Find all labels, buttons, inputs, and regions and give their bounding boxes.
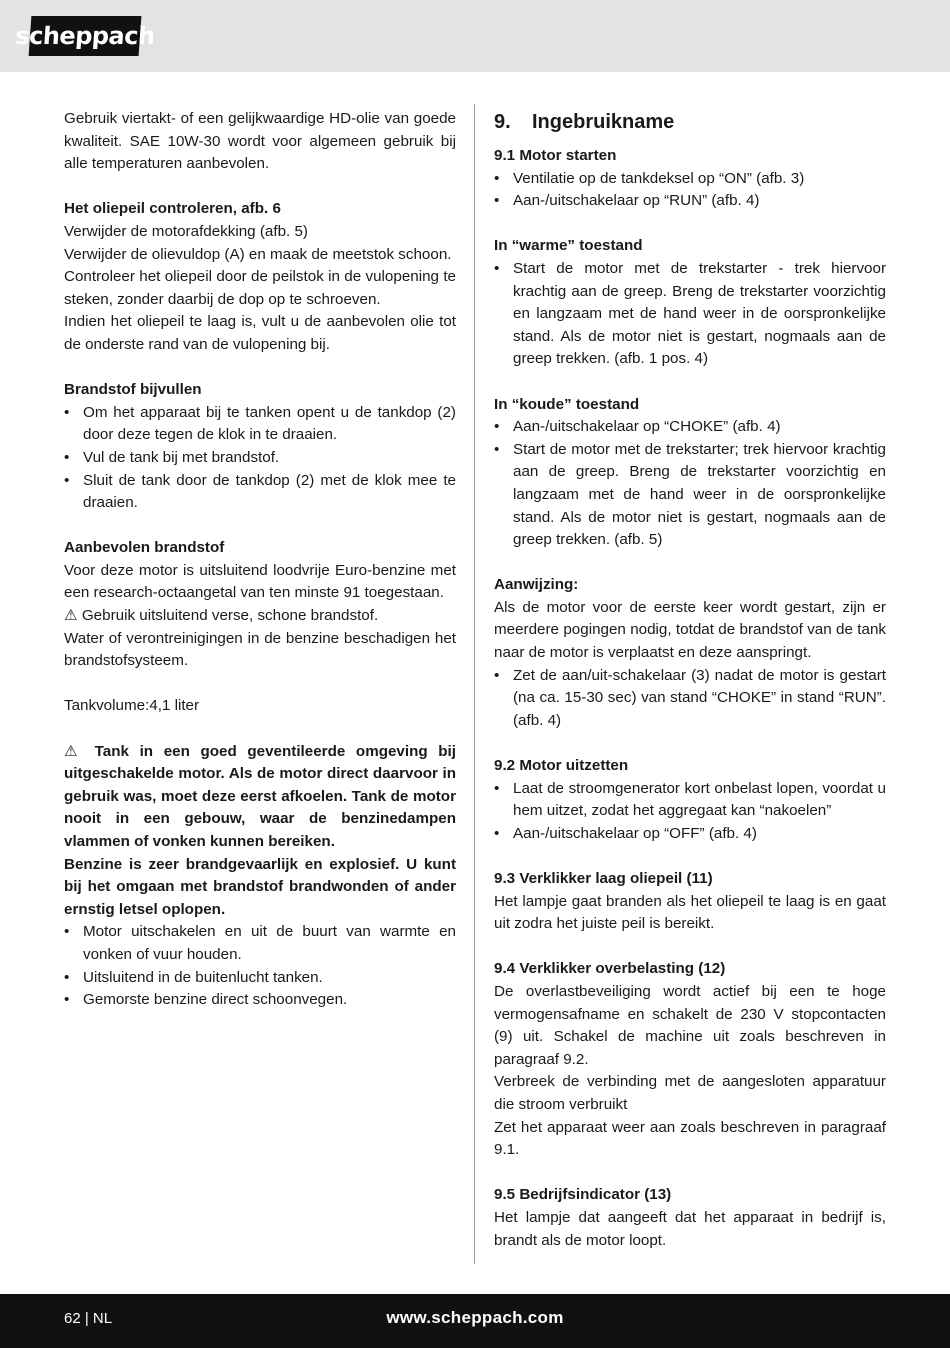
fresh-fuel-warning-text: Gebruik uitsluitend verse, schone brandstof. [81, 607, 379, 625]
list-item: • Aan-/uitschakelaar op “CHOKE” (afb. 4) [494, 416, 886, 439]
overload-paragraph-2: Verbreek de verbinding met de aangesloten apparatuur die stroom verbruikt [494, 1073, 886, 1113]
danger-list [64, 921, 456, 1011]
list-item: • Zet de aan/uit-schakelaar (3) nadat de motor is gestart (na ca. 15-30 sec) van stand “CHOKE” in stand “RUN”. (afb. 4) [494, 665, 886, 733]
warning-icon: ⚠ [64, 742, 85, 760]
start-engine-heading: 9.1 Motor starten [494, 147, 617, 164]
note-heading: Aanwijzing: [494, 576, 579, 594]
left-column [64, 108, 456, 1012]
list-item: • Uitsluitend in de buitenlucht tanken. [64, 967, 456, 990]
warm-list [494, 258, 886, 371]
page-footer [0, 1294, 950, 1348]
list-item: • Om het apparaat bij te tanken opent u de tankdop (2) door deze tegen de klok in te draaien. [64, 402, 456, 447]
website-url: www.scheppach.com [386, 1308, 564, 1327]
list-item: • Sluit de tank door de tankdop (2) met de klok mee te draaien. [64, 470, 456, 515]
refuel-danger-text: Tank in een goed geventileerde omgeving bij uitgeschakelde motor. Als de motor direct daarvoor in gebruik was, moet deze eerst afkoelen. Tank de motor nooit in een gebouw, waar de benzinedampen vlammen of vonken kunnen bereiken. [64, 742, 456, 850]
start-list [494, 168, 886, 213]
column-divider [474, 104, 475, 1264]
scheppach-logo: scheppach [29, 16, 142, 56]
stop-list [494, 778, 886, 846]
oil-indicator-paragraph: Het lampje gaat branden als het oliepeil te laag is en gaat uit zodra het juiste peil is bereikt. [494, 892, 886, 933]
list-item: • Start de motor met de trekstarter - trek hiervoor krachtig aan de greep. Breng de trekstarter voorzichtig en langzaam met de hand weer in de oorspronkelijke stand. Als de motor niet is gestart, nogmaals aan de greep trekken. (afb. 1 pos. 4) [494, 258, 886, 371]
section-title [494, 108, 886, 136]
operation-indicator-paragraph: Het lampje dat aangeeft dat het apparaat in bedrijf is, brandt als de motor loopt. [494, 1208, 886, 1249]
list-item: • Vul de tank bij met brandstof. [64, 447, 456, 470]
list-item: • Aan-/uitschakelaar op “RUN” (afb. 4) [494, 190, 886, 213]
oil-intro-paragraph: Gebruik viertakt- of een gelijkwaardige HD-olie van goede kwaliteit. SAE 10W-30 wordt voor algemeen gebruik bij alle temperaturen aanbevolen. [64, 110, 456, 173]
page-header [0, 0, 950, 72]
warm-state-heading: In “warme” toestand [494, 237, 643, 255]
tank-volume: Tankvolume:4,1 liter [64, 697, 200, 715]
refuel-heading: Brandstof bijvullen [64, 381, 202, 399]
cold-state-heading: In “koude” toestand [494, 395, 640, 413]
list-item: • Laat de stroomgenerator kort onbelast lopen, voordat u hem uitzet, zodat het aggregaat kan “nakoelen” [494, 778, 886, 823]
section-number: 9. [494, 111, 511, 133]
recommended-fuel-paragraph: Voor deze motor is uitsluitend loodvrije Euro-benzine met een research-octaangetal van ten minste 91 toegestaan. [64, 561, 456, 602]
fresh-fuel-warning [64, 605, 456, 628]
flammable-danger-paragraph: Benzine is zeer brandgevaarlijk en explosief. U kunt bij het omgaan met brandstof brandwonden of ander ernstig letsel oplopen. [64, 855, 456, 918]
oil-step-1: Verwijder de motorafdekking (afb. 5) [64, 222, 308, 240]
refuel-list [64, 402, 456, 515]
oil-step-2: Verwijder de olievuldop (A) en maak de meetstok schoon. [64, 245, 452, 263]
list-item: • Start de motor met de trekstarter; trek hiervoor krachtig aan de greep. Breng de trekstarter voorzichtig en langzaam met de hand weer in de oorspronkelijke stand. Als de motor niet is gestart, nogmaals aan de greep trekken. (afb. 5) [494, 439, 886, 552]
oil-check-heading: Het oliepeil controleren, afb. 6 [64, 200, 281, 218]
recommended-fuel-heading: Aanbevolen brandstof [64, 539, 225, 557]
list-item: • Gemorste benzine direct schoonvegen. [64, 989, 456, 1012]
right-column [494, 108, 886, 1252]
overload-indicator-heading: 9.4 Verklikker overbelasting (12) [494, 960, 726, 978]
page-number: 62 [64, 1310, 81, 1327]
warning-icon: ⚠ [64, 607, 78, 625]
overload-paragraph-3: Zet het apparaat weer aan zoals beschreven in paragraaf 9.1. [494, 1118, 886, 1159]
list-item: • Motor uitschakelen en uit de buurt van warmte en vonken of vuur houden. [64, 921, 456, 966]
refuel-danger-paragraph [64, 741, 456, 854]
list-item: • Ventilatie op de tankdeksel op “ON” (afb. 3) [494, 168, 886, 191]
stop-engine-heading: 9.2 Motor uitzetten [494, 757, 629, 775]
language-code: NL [92, 1310, 113, 1327]
section-title-text: Ingebruikname [532, 111, 675, 133]
note-paragraph: Als de motor voor de eerste keer wordt gestart, zijn er meerdere pogingen nodig, totdat de brandstof van de tank naar de motor is verplaatst en deze aanspringt. [494, 598, 886, 662]
oil-step-3: Controleer het oliepeil door de peilstok in de vulopening te steken, zonder daarbij de dop op te schroeven. [64, 268, 456, 308]
page-number-label: 62 | NL [64, 1310, 113, 1327]
overload-paragraph-1: De overlastbeveiliging wordt actief bij een te hoge vermogensafname en schakelt de 230 V stopcontacten (9) uit. Schakel de machine uit zoals beschreven in paragraaf 9.2. [494, 982, 886, 1068]
oil-step-4: Indien het oliepeil te laag is, vult u de aanbevolen olie tot de onderste rand van de vulopening bij. [64, 313, 456, 353]
note-list [494, 665, 886, 733]
contamination-paragraph: Water of verontreinigingen in de benzine beschadigen het brandstofsysteem. [64, 629, 456, 670]
operation-indicator-heading: 9.5 Bedrijfsindicator (13) [494, 1186, 672, 1204]
oil-indicator-heading: 9.3 Verklikker laag oliepeil (11) [494, 870, 713, 887]
cold-list [494, 416, 886, 552]
list-item: • Aan-/uitschakelaar op “OFF” (afb. 4) [494, 823, 886, 846]
